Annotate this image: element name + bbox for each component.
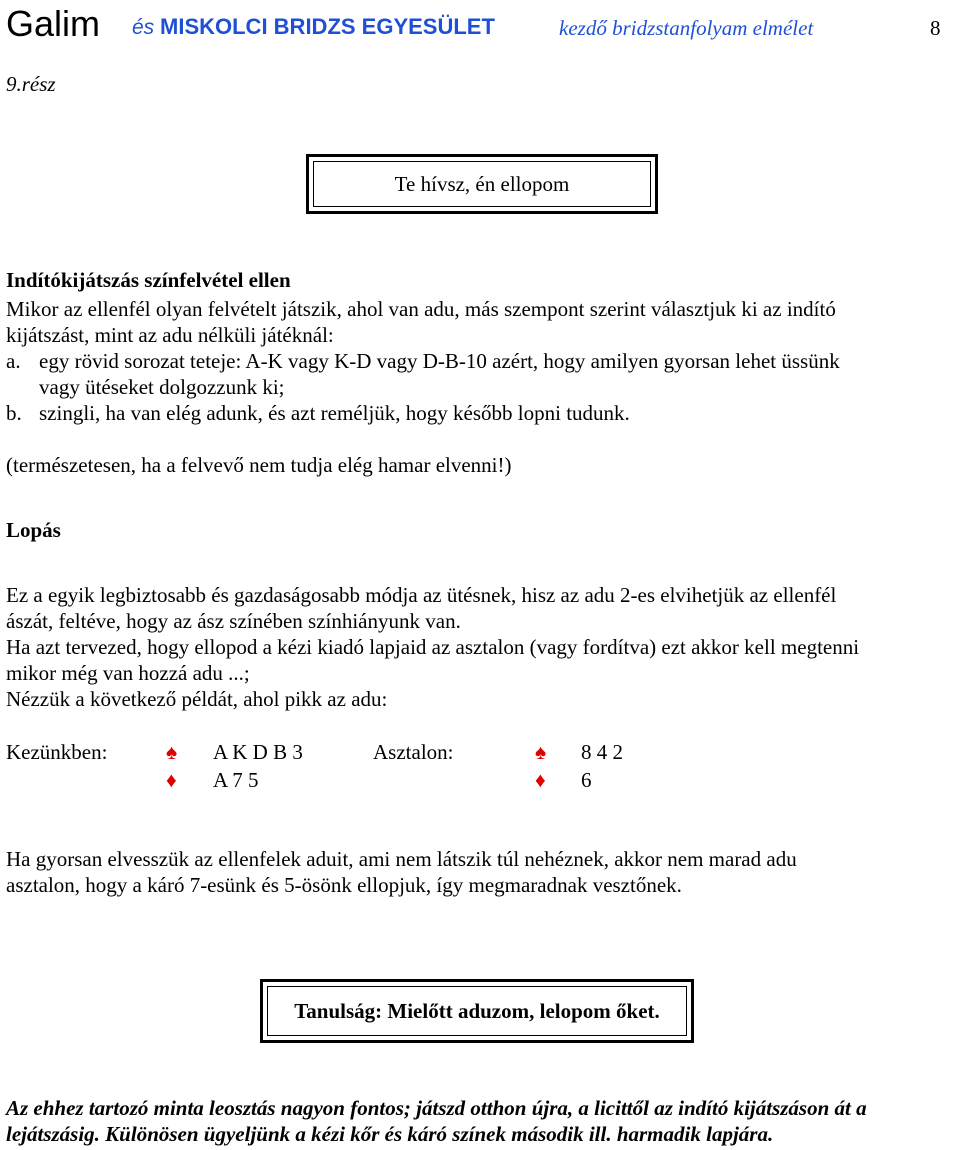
ruffing-line-4: mikor még van hozzá adu ...; bbox=[6, 661, 250, 685]
table-label: Asztalon: bbox=[373, 740, 454, 764]
diamond-icon: ♦ bbox=[535, 768, 546, 792]
ruffing-line-1: Ez a egyik legbiztosabb és gazdaságosabb módja az ütésnek, hisz az adu 2-es elvihetjük az ellenfél bbox=[6, 583, 837, 607]
closing-line-2: lejátszásig. Különösen ügyeljünk a kézi kőr és káró színek második ill. harmadik lapjára. bbox=[6, 1122, 774, 1146]
table-diamonds: 6 bbox=[581, 768, 592, 792]
note: (természetesen, ha a felvevő nem tudja elég hamar elvenni!) bbox=[6, 453, 512, 477]
club-name: MISKOLCI BRIDZS EGYESÜLET bbox=[160, 14, 495, 39]
table-spades: 8 4 2 bbox=[581, 740, 623, 764]
spade-icon: ♠ bbox=[535, 740, 547, 764]
part-label: 9.rész bbox=[6, 72, 56, 96]
example-intro: Nézzük a következő példát, ahol pikk az adu: bbox=[6, 687, 388, 711]
list-marker: a. bbox=[6, 349, 21, 373]
closing-note bbox=[6, 1095, 958, 1147]
moral-box bbox=[260, 979, 694, 1043]
list-item bbox=[6, 348, 958, 400]
example-explanation bbox=[6, 846, 958, 898]
opening-lead-intro bbox=[6, 296, 958, 348]
list-item-line: egy rövid sorozat teteje: A-K vagy K-D vagy D-B-10 azért, hogy amilyen gyorsan lehet üssünk bbox=[39, 349, 840, 373]
section-heading-opening-lead: Indítókijátszás színfelvétel ellen bbox=[6, 268, 291, 292]
page-number: 8 bbox=[930, 16, 941, 40]
list-item-line: szingli, ha van elég adunk, és azt reméljük, hogy később lopni tudunk. bbox=[39, 401, 630, 425]
hand-diamonds: A 7 5 bbox=[213, 768, 259, 792]
title-box bbox=[306, 154, 658, 214]
list-item bbox=[6, 400, 958, 426]
intro-line-1: Mikor az ellenfél olyan felvételt játszik, ahol van adu, más szempont szerint választjuk ki az indító bbox=[6, 297, 836, 321]
explanation-line-1: Ha gyorsan elvesszük az ellenfelek aduit, ami nem látszik túl nehéznek, akkor nem marad adu bbox=[6, 847, 797, 871]
brand-name: Galim bbox=[6, 3, 101, 44]
section-heading-ruffing: Lopás bbox=[6, 518, 61, 542]
moral-text: Tanulság: Mielőtt aduzom, lelopom őket. bbox=[267, 986, 687, 1036]
lead-options-list bbox=[6, 348, 958, 426]
course-title: kezdő bridzstanfolyam elmélet bbox=[559, 16, 814, 40]
page-header bbox=[6, 4, 956, 44]
card-holdings bbox=[6, 740, 958, 796]
ruffing-explanation bbox=[6, 582, 958, 712]
spade-icon: ♠ bbox=[166, 740, 178, 764]
list-item-line: vagy ütéseket dolgozzunk ki; bbox=[39, 375, 285, 399]
intro-line-2: kijátszást, mint az adu nélküli játéknál: bbox=[6, 323, 334, 347]
ruffing-line-3: Ha azt tervezed, hogy ellopod a kézi kiadó lapjaid az asztalon (vagy fordítva) ezt akkor kell megtenni bbox=[6, 635, 860, 659]
closing-line-1: Az ehhez tartozó minta leosztás nagyon fontos; játszd otthon újra, a licittől az indító kijátszáson át a bbox=[6, 1096, 867, 1120]
list-marker: b. bbox=[6, 401, 22, 425]
diamond-icon: ♦ bbox=[166, 768, 177, 792]
header-conjunction: és bbox=[132, 16, 155, 39]
hand-spades: A K D B 3 bbox=[213, 740, 303, 764]
hand-label: Kezünkben: bbox=[6, 740, 108, 764]
explanation-line-2: asztalon, hogy a káró 7-esünk és 5-ösönk ellopjuk, így megmaradnak vesztőnek. bbox=[6, 873, 682, 897]
ruffing-line-2: ászát, feltéve, hogy az ász színében színhiányunk van. bbox=[6, 609, 461, 633]
lesson-title: Te hívsz, én ellopom bbox=[313, 161, 651, 207]
